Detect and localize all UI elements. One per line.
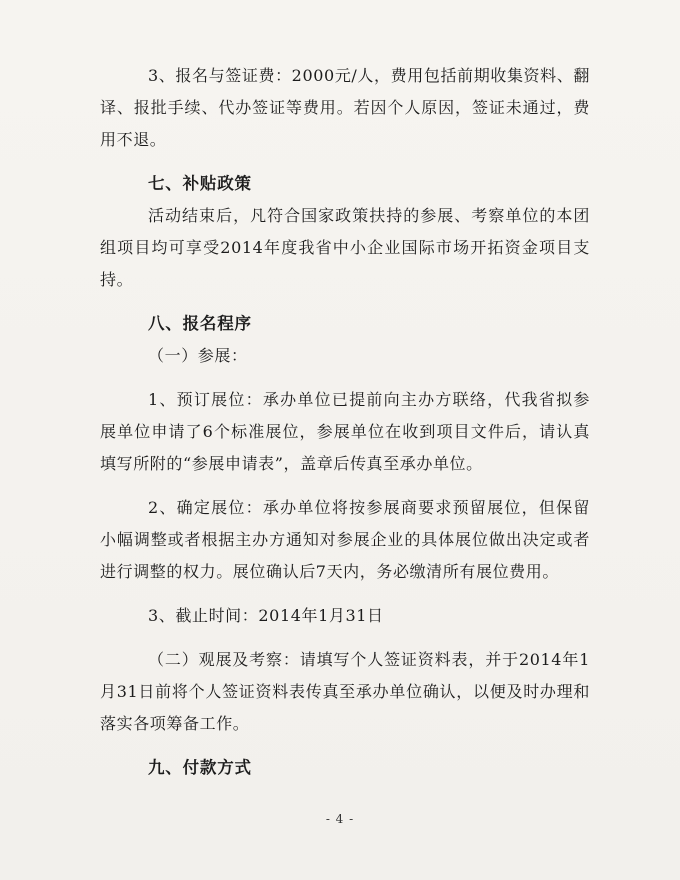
heading-subsidy-policy: 七、补贴政策 [148, 174, 252, 193]
paragraph-booth-booking: 1、预订展位：承办单位已提前向主办方联络，代我省拟参展单位申请了6个标准展位，参展单位在收到项目文件后，请认真填写所附的“参展申请表”，盖章后传真至承办单位。 [100, 390, 590, 473]
paragraph-registration-fee: 3、报名与签证费：2000元/人，费用包括前期收集资料、翻译、报批手续、代办签证等费用。若因个人原因，签证未通过，费用不退。 [100, 66, 590, 149]
page-number: - 4 - [325, 812, 355, 826]
heading-registration-procedure: 八、报名程序 [148, 314, 252, 333]
heading-payment-method: 九、付款方式 [148, 758, 252, 777]
paragraph-visit-inspection: （二）观展及考察：请填写个人签证资料表，并于2014年1月31日前将个人签证资料表传真至承办单位确认，以便及时办理和落实各项筹备工作。 [100, 650, 590, 733]
paragraph-subsidy: 活动结束后，凡符合国家政策扶持的参展、考察单位的本团组项目均可享受2014年度我省中小企业国际市场开拓资金项目支持。 [100, 206, 590, 289]
paragraph-exhibit-section: （一）参展： [148, 346, 248, 365]
paragraph-booth-confirmation: 2、确定展位：承办单位将按参展商要求预留展位，但保留小幅调整或者根据主办方通知对参展企业的具体展位做出决定或者进行调整的权力。展位确认后7天内，务必缴清所有展位费用。 [100, 498, 590, 581]
paragraph-deadline: 3、截止时间：2014年1月31日 [148, 606, 384, 625]
document-body [100, 60, 590, 784]
